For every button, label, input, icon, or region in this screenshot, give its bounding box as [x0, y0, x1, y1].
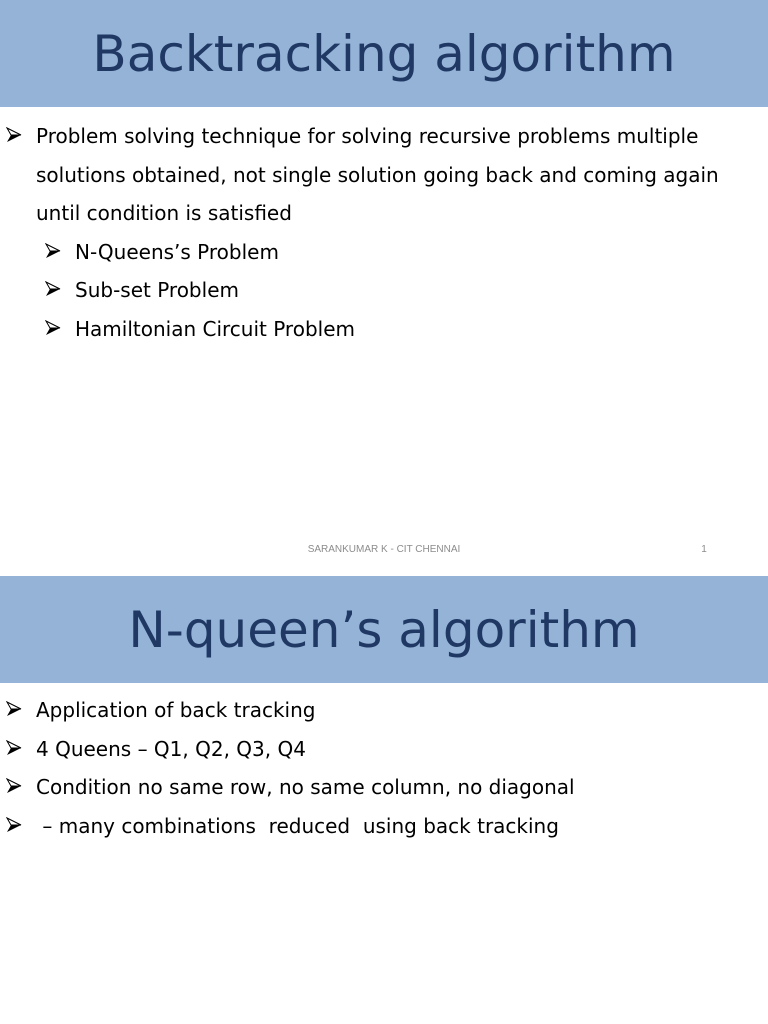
bullet-item — [0, 730, 740, 769]
sub-bullet-text: N-Queens’s Problem — [75, 239, 279, 264]
arrowhead-bullet-icon — [6, 807, 24, 846]
bullet-item — [0, 691, 740, 730]
arrowhead-bullet-icon — [45, 310, 63, 349]
bullet-text: 4 Queens – Q1, Q2, Q3, Q4 — [36, 736, 306, 761]
bullet-text: – many combinations reduced using back tracking — [36, 813, 559, 838]
bullet-item — [0, 768, 740, 807]
arrowhead-bullet-icon — [6, 691, 24, 730]
arrowhead-bullet-icon — [45, 233, 63, 272]
sub-bullet-text: Sub-set Problem — [75, 278, 239, 302]
sub-bullet-text: Hamiltonian Circuit Problem — [75, 316, 355, 341]
bullet-text: Problem solving technique for solving recursive problems multiple solutions obtained, not single solution going back and coming again until condition is satisfied — [36, 124, 719, 225]
arrowhead-bullet-icon — [6, 117, 24, 156]
title-bar — [0, 0, 768, 107]
sub-bullet-item — [0, 310, 740, 349]
bullet-item — [0, 807, 740, 846]
arrowhead-bullet-icon — [45, 271, 63, 310]
bullet-text: Application of back tracking — [36, 698, 316, 722]
bullet-item — [0, 117, 740, 233]
slide-2 — [0, 576, 768, 1024]
sub-bullet-item — [0, 271, 740, 310]
slide-title: N-queen’s algorithm — [128, 600, 640, 659]
arrowhead-bullet-icon — [6, 730, 24, 769]
slide-footer: SARANKUMAR K - CIT CHENNAI — [307, 544, 461, 555]
slide-content — [0, 691, 740, 845]
title-bar — [0, 576, 768, 683]
sub-bullet-item — [0, 233, 740, 272]
page-number: 1 — [701, 544, 707, 555]
slide-content — [0, 117, 740, 348]
bullet-text: Condition no same row, no same column, no diagonal — [36, 775, 575, 799]
arrowhead-bullet-icon — [6, 768, 24, 807]
slide-title: Backtracking algorithm — [92, 24, 676, 83]
